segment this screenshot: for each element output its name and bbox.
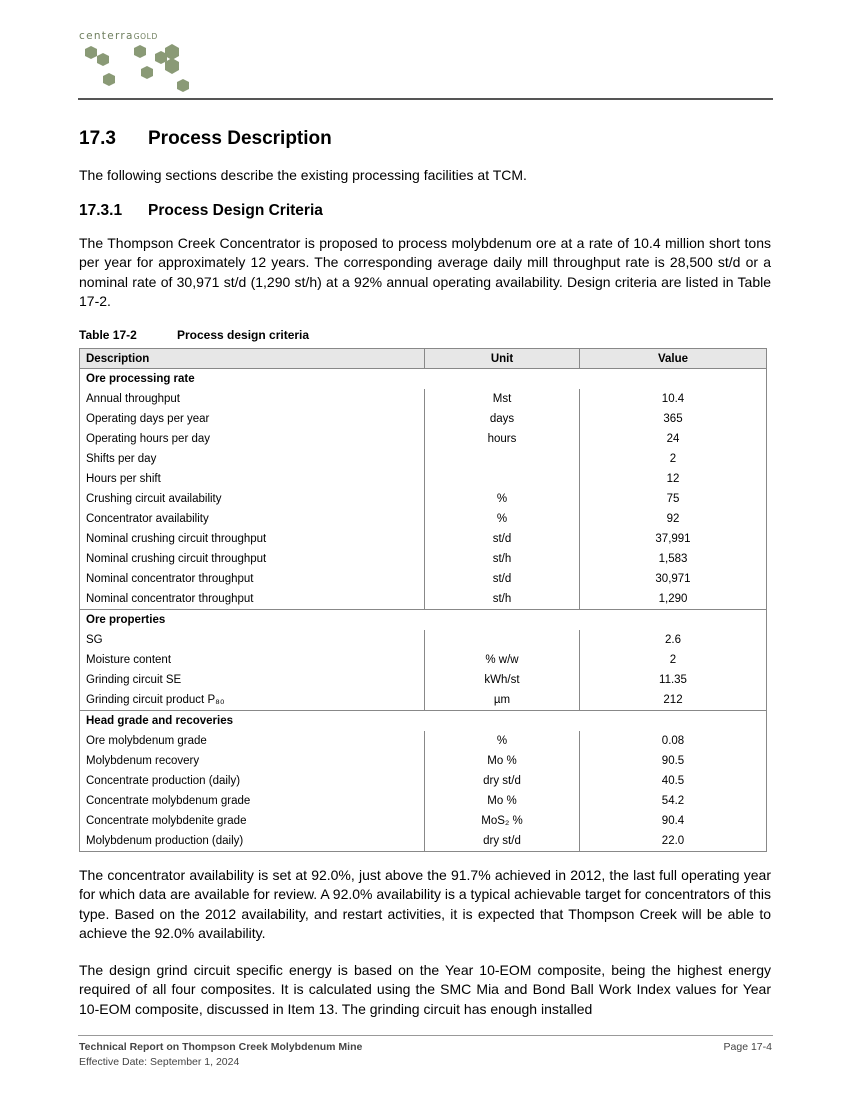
value-cell: 0.08 — [580, 731, 767, 751]
value-cell: 24 — [580, 429, 767, 449]
description-cell: Moisture content — [80, 650, 425, 670]
description-cell: SG — [80, 630, 425, 650]
value-cell: 40.5 — [580, 771, 767, 791]
column-header-unit: Unit — [425, 349, 580, 369]
value-cell: 1,583 — [580, 549, 767, 569]
company-logo — [79, 30, 209, 94]
table-row — [80, 449, 767, 469]
value-cell: 54.2 — [580, 791, 767, 811]
unit-cell — [425, 449, 580, 469]
description-cell: Hours per shift — [80, 469, 425, 489]
header-divider — [78, 98, 773, 100]
description-cell: Molybdenum recovery — [80, 751, 425, 771]
grind-energy-paragraph: The design grind circuit specific energy is based on the Year 10-EOM composite, being the highest energy required of all four composites. It is calculated using the SMC Mia and Bond Ball Work Index values for Year 10-EOM composite, discussed in Item 13. The grinding circuit has enough installed — [79, 962, 771, 1017]
table-row — [80, 731, 767, 751]
footer-report-title: Technical Report on Thompson Creek Molybdenum Mine — [79, 1041, 363, 1053]
value-cell: 212 — [580, 690, 767, 711]
table-row — [80, 811, 767, 831]
description-cell: Nominal crushing circuit throughput — [80, 529, 425, 549]
table-group-title: Ore processing rate — [80, 369, 767, 390]
footer-divider — [78, 1035, 773, 1036]
table-row — [80, 489, 767, 509]
table-row — [80, 549, 767, 569]
unit-cell: hours — [425, 429, 580, 449]
unit-cell: % — [425, 489, 580, 509]
table-row — [80, 690, 767, 711]
table-row — [80, 389, 767, 409]
unit-cell: st/d — [425, 529, 580, 549]
unit-cell — [425, 630, 580, 650]
unit-cell — [425, 469, 580, 489]
unit-cell: MoS₂ % — [425, 811, 580, 831]
description-cell: Grinding circuit product P₈₀ — [80, 690, 425, 711]
table-row — [80, 569, 767, 589]
table-row — [80, 831, 767, 852]
table-header-row — [80, 349, 767, 369]
table-row — [80, 409, 767, 429]
availability-paragraph: The concentrator availability is set at 92.0%, just above the 91.7% achieved in 2012, the last full operating year for which data are available for review. A 92.0% availability is a typical achievable target for concentrators of this type. Based on the 2012 availability, and restart activities, it is expected that Thompson Creek will be able to achieve the 92.0% availability. — [79, 867, 771, 942]
value-cell: 75 — [580, 489, 767, 509]
table-row — [80, 670, 767, 690]
description-cell: Concentrate molybdenite grade — [80, 811, 425, 831]
unit-cell: st/d — [425, 569, 580, 589]
description-cell: Nominal concentrator throughput — [80, 569, 425, 589]
table-row — [80, 469, 767, 489]
table-row — [80, 650, 767, 670]
table-row — [80, 771, 767, 791]
table-group-title: Head grade and recoveries — [80, 711, 767, 732]
value-cell: 10.4 — [580, 389, 767, 409]
description-cell: Nominal concentrator throughput — [80, 589, 425, 610]
value-cell: 2 — [580, 650, 767, 670]
unit-cell: µm — [425, 690, 580, 711]
description-cell: Concentrator availability — [80, 509, 425, 529]
description-cell: Concentrate molybdenum grade — [80, 791, 425, 811]
description-cell: Grinding circuit SE — [80, 670, 425, 690]
unit-cell: % — [425, 731, 580, 751]
unit-cell: Mst — [425, 389, 580, 409]
value-cell: 30,971 — [580, 569, 767, 589]
section-heading: 17.3 Process Description — [79, 128, 332, 149]
table-row — [80, 791, 767, 811]
description-cell: Shifts per day — [80, 449, 425, 469]
description-cell: Crushing circuit availability — [80, 489, 425, 509]
design-criteria-paragraph: The Thompson Creek Concentrator is proposed to process molybdenum ore at a rate of 10.4 million short tons per year for approximately 12 years. The corresponding average daily mill throughput rate is 28,500 st/d or a nominal rate of 30,971 st/d (1,290 st/h) at a 92% annual operating availability. Design criteria are listed in Table 17-2. — [79, 235, 771, 310]
description-cell: Nominal crushing circuit throughput — [80, 549, 425, 569]
hexagon-cluster-icon — [79, 44, 204, 96]
table-group-title: Ore properties — [80, 610, 767, 631]
unit-cell: st/h — [425, 589, 580, 610]
description-cell: Molybdenum production (daily) — [80, 831, 425, 852]
intro-paragraph: The following sections describe the existing processing facilities at TCM. — [79, 167, 527, 183]
value-cell: 1,290 — [580, 589, 767, 610]
unit-cell: Mo % — [425, 751, 580, 771]
description-cell: Ore molybdenum grade — [80, 731, 425, 751]
process-design-criteria-table — [79, 348, 767, 852]
description-cell: Concentrate production (daily) — [80, 771, 425, 791]
unit-cell: st/h — [425, 549, 580, 569]
description-cell: Annual throughput — [80, 389, 425, 409]
value-cell: 12 — [580, 469, 767, 489]
table-body — [80, 369, 767, 852]
table-row — [80, 529, 767, 549]
table-group-row — [80, 369, 767, 390]
unit-cell: % — [425, 509, 580, 529]
subsection-heading: 17.3.1 Process Design Criteria — [79, 202, 323, 219]
table-group-row — [80, 711, 767, 732]
table-row — [80, 429, 767, 449]
unit-cell: dry st/d — [425, 771, 580, 791]
value-cell: 92 — [580, 509, 767, 529]
table-row — [80, 589, 767, 610]
unit-cell: % w/w — [425, 650, 580, 670]
value-cell: 2.6 — [580, 630, 767, 650]
table-caption: Table 17-2 Process design criteria — [79, 328, 310, 342]
value-cell: 90.5 — [580, 751, 767, 771]
logo-wordmark: centerraGOLD — [79, 30, 158, 42]
footer-page-number: Page 17-4 — [723, 1041, 772, 1053]
value-cell: 365 — [580, 409, 767, 429]
description-cell: Operating days per year — [80, 409, 425, 429]
unit-cell: dry st/d — [425, 831, 580, 852]
description-cell: Operating hours per day — [80, 429, 425, 449]
value-cell: 2 — [580, 449, 767, 469]
table-group-row — [80, 610, 767, 631]
column-header-value: Value — [580, 349, 767, 369]
column-header-description: Description — [80, 349, 425, 369]
value-cell: 22.0 — [580, 831, 767, 852]
value-cell: 90.4 — [580, 811, 767, 831]
unit-cell: Mo % — [425, 791, 580, 811]
table-row — [80, 630, 767, 650]
unit-cell: days — [425, 409, 580, 429]
footer-effective-date: Effective Date: September 1, 2024 — [79, 1056, 240, 1068]
unit-cell: kWh/st — [425, 670, 580, 690]
value-cell: 37,991 — [580, 529, 767, 549]
value-cell: 11.35 — [580, 670, 767, 690]
table-row — [80, 751, 767, 771]
table-row — [80, 509, 767, 529]
